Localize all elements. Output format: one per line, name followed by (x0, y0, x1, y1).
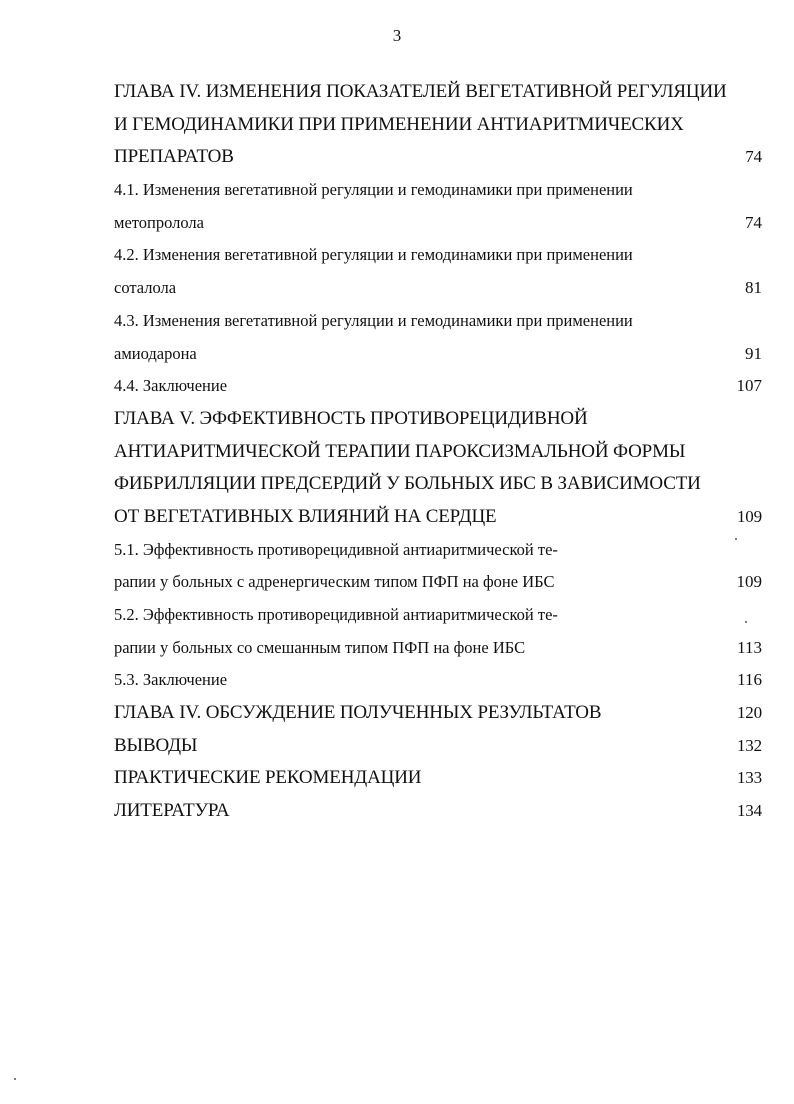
toc-entry-text: ВЫВОДЫ (114, 734, 198, 756)
toc-entry-text: 4.4. Заключение (114, 376, 228, 396)
toc-line (114, 338, 762, 371)
toc-page-number: 74 (745, 212, 762, 232)
page-number: 3 (392, 26, 402, 45)
toc-entry-text: соталола (114, 278, 177, 298)
toc-line (114, 664, 762, 697)
toc-page-number: 116 (737, 670, 762, 690)
toc-line (114, 272, 762, 305)
toc-line (114, 436, 762, 469)
toc-page-number: 109 (736, 572, 762, 592)
toc-entry-text: И ГЕМОДИНАМИКИ ПРИ ПРИМЕНЕНИИ АНТИАРИТМИЧЕСКИХ (114, 113, 684, 135)
toc-line (114, 239, 762, 272)
toc-page-number: 107 (736, 376, 762, 396)
toc-line (114, 76, 762, 109)
toc-entry-text: метопролола (114, 212, 204, 232)
toc-entry-text: ЛИТЕРАТУРА (114, 800, 230, 822)
toc-entry-text: ФИБРИЛЛЯЦИИ ПРЕДСЕРДИЙ У БОЛЬНЫХ ИБС В ЗАВИСИМОСТИ (114, 473, 701, 495)
toc-line (114, 599, 762, 632)
toc-entry-text: ГЛАВА V. ЭФФЕКТИВНОСТЬ ПРОТИВОРЕЦИДИВНОЙ (114, 407, 588, 429)
toc-entry-text: АНТИАРИТМИЧЕСКОЙ ТЕРАПИИ ПАРОКСИЗМАЛЬНОЙ ФОРМЫ (114, 440, 686, 462)
toc-entry-text: 4.1. Изменения вегетативной регуляции и гемодинамики при применении (114, 180, 633, 200)
toc-line (114, 109, 762, 142)
toc-line (114, 632, 762, 665)
toc-line (114, 174, 762, 207)
toc-entry-text: ПРАКТИЧЕСКИЕ РЕКОМЕНДАЦИИ (114, 767, 422, 789)
toc-line (114, 501, 762, 534)
toc-line (114, 534, 762, 567)
toc-entry-text: рапии у больных со смешанным типом ПФП на фоне ИБС (114, 637, 526, 657)
toc-page-number: 132 (736, 735, 762, 755)
toc-line (114, 141, 762, 174)
toc-entry-text: ПРЕПАРАТОВ (114, 146, 234, 168)
toc-line (114, 468, 762, 501)
toc-page-number: 113 (737, 637, 762, 657)
toc-line (114, 207, 762, 240)
toc-entry-text: ГЛАВА IV. ОБСУЖДЕНИЕ ПОЛУЧЕННЫХ РЕЗУЛЬТАТОВ (114, 702, 602, 724)
toc-entry-text: амиодарона (114, 343, 197, 363)
toc-entry-text: ГЛАВА IV. ИЗМЕНЕНИЯ ПОКАЗАТЕЛЕЙ ВЕГЕТАТИВНОЙ РЕГУЛЯЦИИ (114, 81, 727, 102)
toc-entry-text: 5.2. Эффективность противорецидивной антиаритмической те- (114, 605, 558, 624)
toc-page-number: 91 (745, 343, 762, 363)
toc-line (114, 762, 762, 795)
toc-page-number: 109 (736, 506, 762, 526)
toc-entry-text: 5.1. Эффективность противорецидивной антиаритмической те- (114, 539, 558, 559)
toc-line (114, 795, 762, 828)
scan-speck (14, 1078, 16, 1080)
toc-line (114, 566, 762, 599)
toc-line (114, 697, 762, 730)
scan-speck (745, 621, 747, 623)
table-of-contents (114, 76, 762, 828)
toc-line (114, 730, 762, 763)
toc-entry-text: 4.2. Изменения вегетативной регуляции и гемодинамики при применении (114, 245, 633, 265)
toc-entry-text: 4.3. Изменения вегетативной регуляции и гемодинамики при применении (114, 310, 633, 330)
toc-page-number: 81 (745, 278, 762, 298)
toc-entry-text: рапии у больных с адренергическим типом ПФП на фоне ИБС (114, 572, 555, 592)
toc-page-number: 134 (736, 801, 762, 821)
toc-line (114, 305, 762, 338)
toc-page-number: 133 (736, 768, 762, 788)
toc-line (114, 403, 762, 436)
toc-page-number: 120 (736, 703, 762, 723)
toc-entry-text: 5.3. Заключение (114, 670, 228, 690)
scan-speck (735, 538, 737, 540)
toc-entry-text: ОТ ВЕГЕТАТИВНЫХ ВЛИЯНИЙ НА СЕРДЦЕ (114, 505, 497, 527)
toc-line (114, 370, 762, 403)
toc-page-number: 74 (745, 147, 762, 167)
